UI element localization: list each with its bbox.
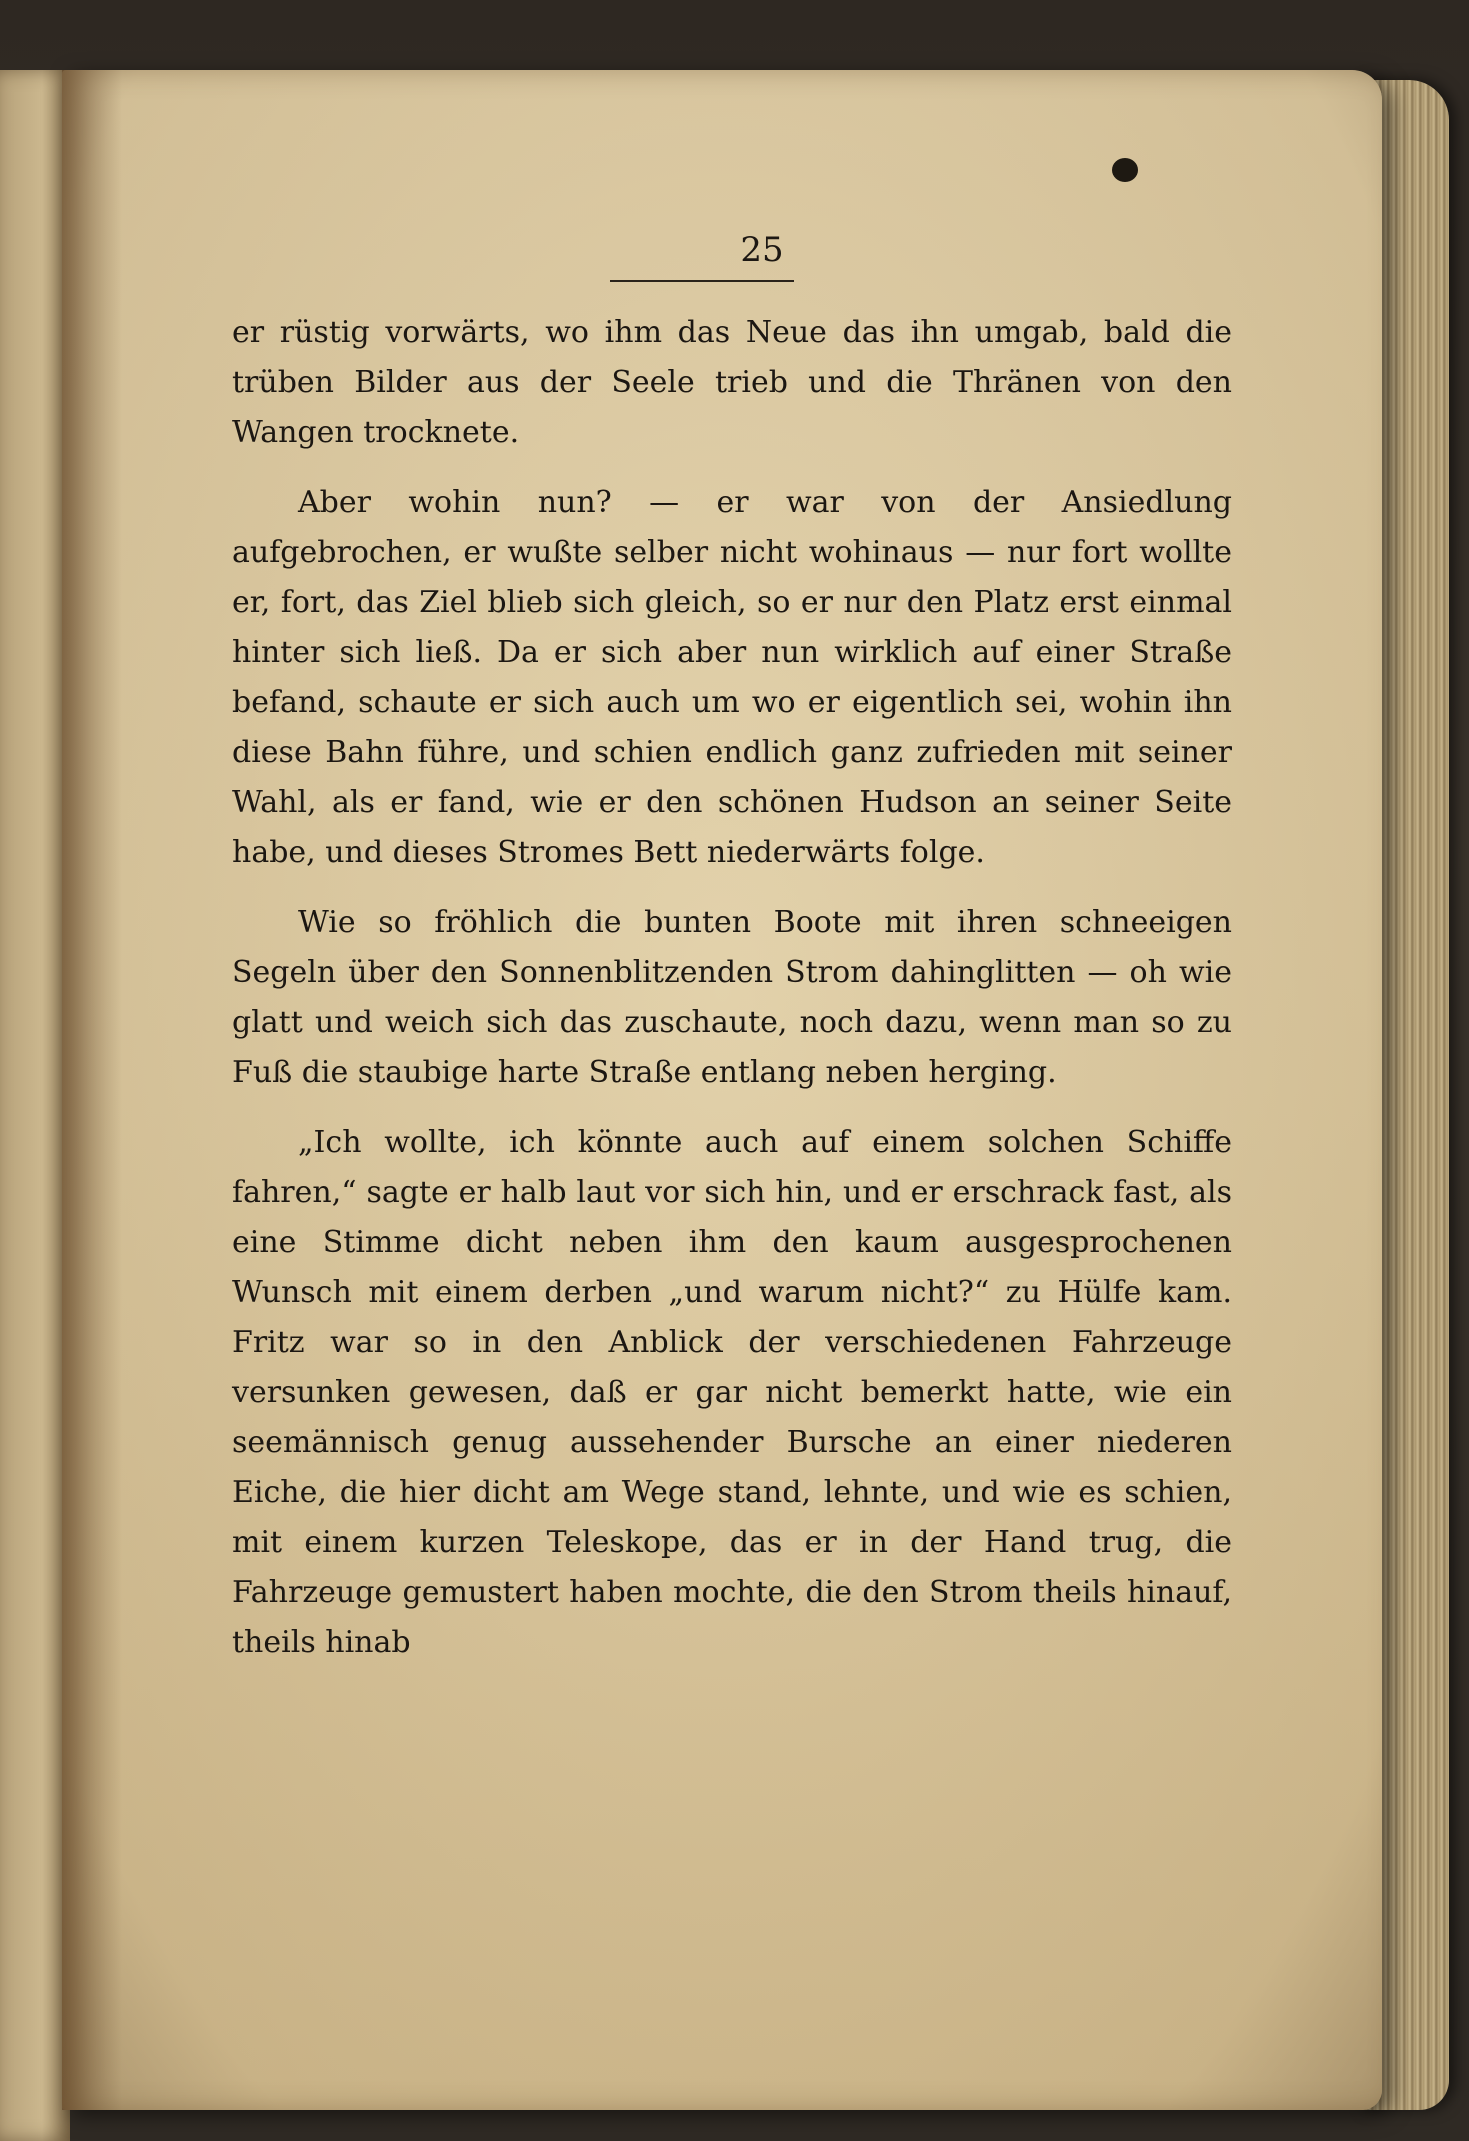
left-page-edge: [0, 70, 70, 2141]
body-text: [232, 308, 1232, 1668]
book-page: [62, 70, 1382, 2110]
paragraph-1: er rüstig vorwärts, wo ihm das Neue das ihn umgab, bald die trüben Bilder aus der Seele trieb und die Thränen von den Wangen trocknete.: [232, 315, 1232, 450]
paragraph-4: „Ich wollte, ich könnte auch auf einem solchen Schiffe fahren,“ sagte er halb laut vor sich hin, und er erschrack fast, als eine Stimme dicht neben ihm den kaum ausgesprochenen Wunsch mit einem derben „und warum nicht?“ zu Hülfe kam. Fritz war so in den Anblick der verschiedenen Fahrzeuge versunken gewesen, daß er gar nicht bemerkt hatte, wie ein seemännisch genug aussehender Bursche an einer niederen Eiche, die hier dicht am Wege stand, lehnte, und wie es schien, mit einem kurzen Teleskope, das er in der Hand trug, die Fahrzeuge gemustert haben mochte, die den Strom theils hinauf, theils hinab: [232, 1125, 1232, 1660]
gutter-shadow: [62, 70, 122, 2110]
paragraph-2: Aber wohin nun? — er war von der Ansiedlung aufgebrochen, er wußte selber nicht wohinaus — nur fort wollte er, fort, das Ziel blieb sich gleich, so er nur den Platz erst einmal hinter sich ließ. Da er sich aber nun wirklich auf einer Straße befand, schaute er sich auch um wo er eigentlich sei, wohin ihn diese Bahn führe, und schien endlich ganz zufrieden mit seiner Wahl, als er fand, wie er den schönen Hudson an seiner Seite habe, und dieses Stromes Bett niederwärts folge.: [232, 485, 1232, 870]
ink-spot: [1112, 158, 1138, 182]
page-number-rule: [610, 280, 794, 282]
paragraph-3: Wie so fröhlich die bunten Boote mit ihren schneeigen Segeln über den Sonnenblitzenden Strom dahinglitten — oh wie glatt und weich sich das zuschaute, noch dazu, wenn man so zu Fuß die staubige harte Straße entlang neben herging.: [232, 905, 1232, 1090]
page-number: 25: [740, 230, 784, 270]
